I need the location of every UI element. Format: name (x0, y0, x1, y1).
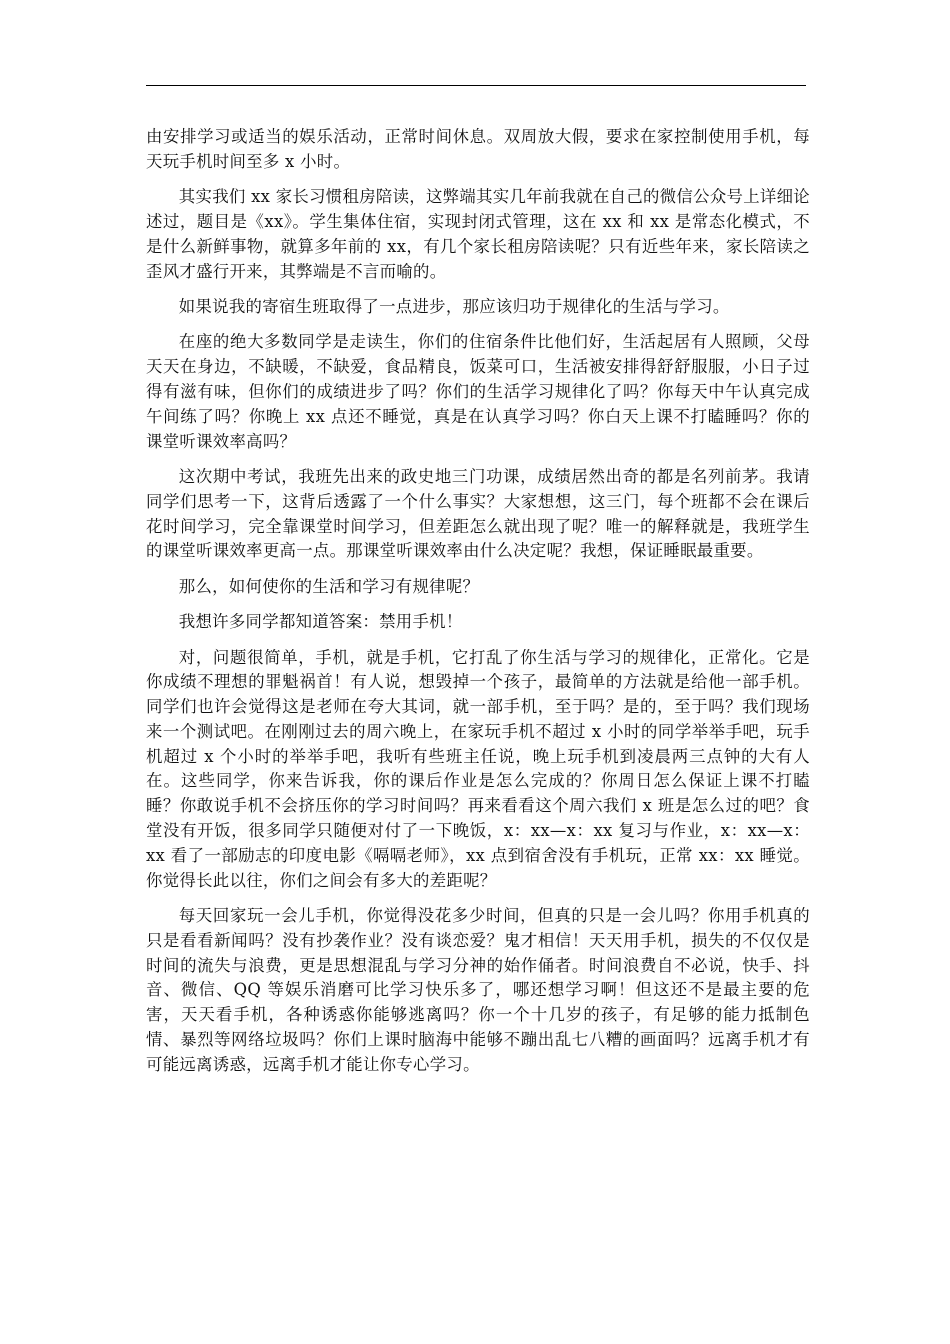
paragraph-7: 我想许多同学都知道答案：禁用手机！ (178, 612, 463, 632)
paragraph-9: 每天回家玩一会儿手机，你觉得没花多少时间，但真的只是一会儿吗？你用手机真的只是看看新闻吗？没有抄袭作业？没有谈恋爱？鬼才相信！天天用手机，损失的不仅仅是时间的流失与浪费，更是思想混乱与学习分神的始作俑者。时间浪费自不必说，快手、抖音、微信、QQ 等娱乐消磨可比学习快乐多了，哪还想学习啊！但这还不是最主要的危害，天天看手机，各种诱惑你能够逃离吗？你一个十几岁的孩子，有足够的能力抵制色情、暴烈等网络垃圾吗？你们上课时脑海中能够不蹦出乱七八糟的画面吗？远离手机才有可能远离诱惑，远离手机才能让你专心学习。 (146, 906, 810, 1074)
header-rule (146, 85, 806, 86)
document-body (146, 125, 810, 1088)
paragraph-3: 如果说我的寄宿生班取得了一点进步，那应该归功于规律化的生活与学习。 (178, 296, 730, 316)
paragraph-5: 这次期中考试，我班先出来的政史地三门功课，成绩居然出奇的都是名列前茅。我请同学们思考一下，这背后透露了一个什么事实？大家想想，这三门，每个班都不会在课后花时间学习，完全靠课堂时间学习，但差距怎么就出现了呢？唯一的解释就是，我班学生的课堂听课效率更高一点。那课堂听课效率由什么决定呢？我想，保证睡眠最重要。 (146, 466, 810, 561)
paragraph-4: 在座的绝大多数同学是走读生，你们的住宿条件比他们好，生活起居有人照顾，父母天天在身边，不缺暖，不缺爱，食品精良，饭菜可口，生活被安排得舒舒服服，小日子过得有滋有味，但你们的成绩进步了吗？你们的生活学习规律化了吗？你每天中午认真完成午间练了吗？你晚上 xx 点还不睡觉，真是在认真学习吗？你白天上课不打瞌睡吗？你的课堂听课效率高吗？ (146, 332, 810, 451)
paragraph-1: 由安排学习或适当的娱乐活动，正常时间休息。双周放大假，要求在家控制使用手机，每天玩手机时间至多 x 小时。 (146, 127, 810, 171)
paragraph-6: 那么，如何使你的生活和学习有规律呢？ (178, 576, 480, 596)
paragraph-2: 其实我们 xx 家长习惯租房陪读，这弊端其实几年前我就在自己的微信公众号上详细论述过，题目是《xx》。学生集体住宿，实现封闭式管理，这在 xx 和 xx 是常态化模式，不是什么新鲜事物，就算多年前的 xx，有几个家长租房陪读呢？只有近些年来，家长陪读之歪风才盛行开来，其弊端是不言而喻的。 (146, 187, 810, 281)
paragraph-8: 对，问题很简单，手机，就是手机，它打乱了你生活与学习的规律化，正常化。它是你成绩不理想的罪魁祸首！有人说，想毁掉一个孩子，最简单的方法就是给他一部手机。同学们也许会觉得这是老师在夸大其词，就一部手机，至于吗？是的，至于吗？我们现场来一个测试吧。在刚刚过去的周六晚上，在家玩手机不超过 x 小时的同学举举手吧，玩手机超过 x 个小时的举举手吧，我听有些班主任说，晚上玩手机到凌晨两三点钟的大有人在。这些同学，你来告诉我，你的课后作业是怎么完成的？你周日怎么保证上课不打瞌睡？你敢说手机不会挤压你的学习时间吗？再来看看这个周六我们 x 班是怎么过的吧？食堂没有开饭，很多同学只随便对付了一下晚饭，x：xx—x：xx 复习与作业，x：xx—x：xx 看了一部励志的印度电影《嗝嗝老师》，xx 点到宿舍没有手机玩，正常 xx：xx 睡觉。你觉得长此以往，你们之间会有多大的差距呢？ (146, 647, 810, 890)
